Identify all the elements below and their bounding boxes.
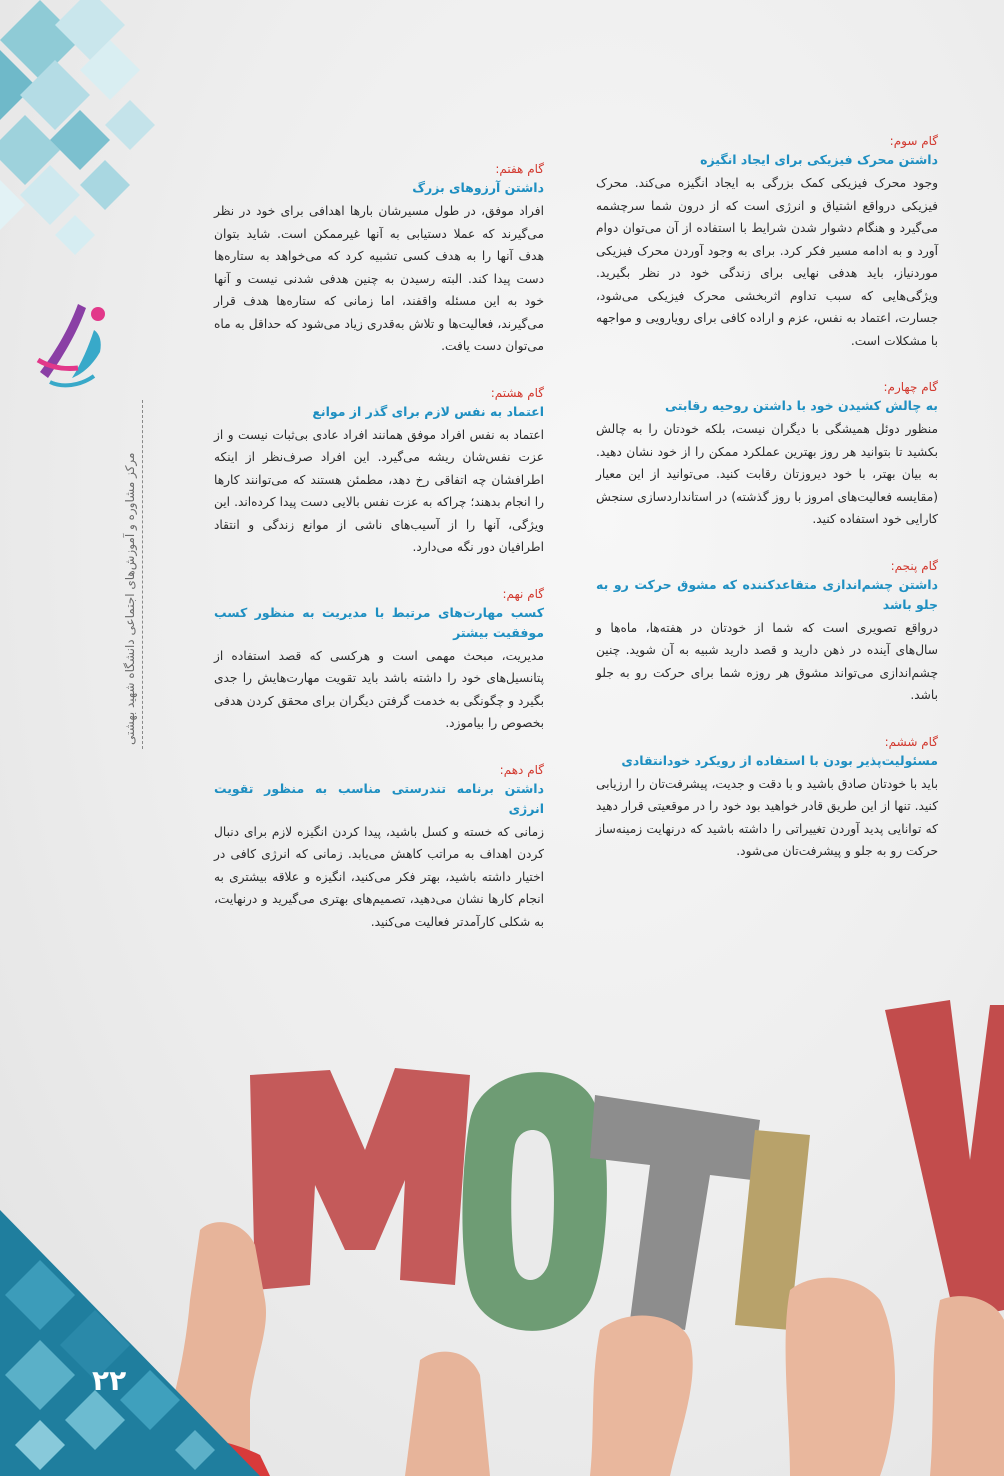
letter-o (462, 1072, 607, 1331)
step-body: باید با خودتان صادق باشید و با دقت و جدیت، پیشرفت‌تان را ارزیابی کنید. تنها از این طریق قادر خواهید بود خود را در موقعیتی قرار دهید که توانایی پدید آوردن تغییراتی را داشته باشید که درنهایت زمینه‌ساز حرکت رو به جلو و پیشرفت‌تان می‌شود. (596, 776, 938, 858)
step-title: اعتماد به نفس لازم برای گذر از موانع (312, 403, 544, 419)
publisher-caption: مرکز مشاوره و آموزش‌های اجتماعی دانشگاه شهید بهشتی (118, 400, 143, 749)
step-title: داشتن برنامه تندرستی مناسب به منظور تقویت انرژی (214, 780, 544, 816)
step-title: داشتن چشم‌اندازی متقاعدکننده که مشوق حرکت رو به جلو باشد (596, 576, 938, 612)
diamond-pattern-top (0, 0, 160, 300)
step-body: زمانی که خسته و کسل باشید، پیدا کردن انگیزه لازم برای دنبال کردن اهداف به مراتب کاهش می‌یابد. زمانی که انرژی کافی در اختیار داشته باشید، بهتر فکر می‌کنید، انگیزه و علاقه بیشتری به انجام کارها نشان می‌دهید، تصمیم‌های بهتری می‌گیرید و درنهایت، به شکلی کارآمدتر فعالیت می‌کنید. (214, 824, 544, 929)
step-section (596, 557, 938, 707)
step-body: افراد موفق، در طول مسیرشان بارها اهدافی برای خود در نظر می‌گیرند که عملا دستیابی به آنها غیرممکن است. شاید بتوان هدف آنها را به هدف کسی تشبیه کرد که می‌خواهد به ستاره‌ها دست پیدا کند. البته رسیدن به چنین هدفی شدنی نیست و آنها خود به این مسئله واقفند، اما زمانی که ستاره‌ها هدف قرار می‌گیرند، فعالیت‌ها و تلاش به‌قدری زیاد می‌شود که حداقل به ماه می‌توان دست یافت. (214, 204, 544, 353)
step-section (596, 733, 938, 863)
diamond-pattern-bottom (0, 1190, 260, 1476)
step-label: گام نهم: (502, 586, 544, 601)
letter-t (590, 1095, 760, 1330)
step-section (596, 378, 938, 531)
step-section (214, 761, 544, 934)
step-title: مسئولیت‌پذیر بودن با استفاده از رویکرد خودانتقادی (621, 752, 938, 768)
letter-v (885, 1000, 1004, 1320)
step-body: منظور دوئل همیشگی با دیگران نیست، بلکه خودتان را به چالش بکشید تا بتوانید هر روز بهترین عملکرد ممکن را از خود نشان دهید. به بیان بهتر، با خود دیروزتان رقابت کنید. می‌توانید از این معیار (مقایسه فعالیت‌های امروز با روز گذشته) در استانداردسازی سنجش کارایی خود استفاده کنید. (596, 422, 938, 526)
step-title: داشتن محرک فیزیکی برای ایجاد انگیزه (700, 152, 938, 167)
step-title: به چالش کشیدن خود با داشتن روحیه رقابتی (665, 398, 938, 413)
magazine-logo (28, 300, 110, 392)
step-section (214, 160, 544, 358)
step-body: درواقع تصویری است که شما از خودتان در هفته‌ها، ماه‌ها و سال‌های آینده در ذهن دارید و قصد دارید شبیه به آن شوید. چنین چشم‌اندازی می‌تواند مشوق هر روزه شما برای حرکت رو به جلو باشد. (596, 620, 938, 702)
step-body: وجود محرک فیزیکی کمک بزرگی به ایجاد انگیزه می‌کند. محرک فیزیکی درواقع اشتیاق و انرژی است که از درون شما سرچشمه می‌گیرد و هنگام دشوار شدن شرایط با استفاده از آن می‌توان دوام آورد و به ادامه مسیر فکر کرد. برای به وجود آوردن محرک فیزیکی موردنیاز، باید هدفی نهایی برای زندگی خود در نظر بگیرید. ویژگی‌هایی که سبب تداوم اثربخشی محرک فیزیکی می‌شود، جسارت، اعتماد به نفس، عزم و اراده کافی برای رویارویی و مواجهه با مشکلات است. (596, 176, 938, 348)
step-body: مدیریت، مبحث مهمی است و هرکسی که قصد استفاده از پتانسیل‌های خود را داشته باشد باید تقویت مهارت‌هایش را جدی بگیرد و چگونگی به خدمت گرفتن دیگران برای محقق کردن هدفی بخصوص را بیاموزد. (214, 648, 544, 730)
step-section (596, 132, 938, 352)
page-number: ۲۲ (92, 1364, 127, 1397)
right-column (596, 132, 938, 889)
step-section (214, 585, 544, 735)
step-label: گام پنجم: (890, 558, 938, 573)
step-section (214, 384, 544, 559)
step-title: داشتن آرزوهای بزرگ (412, 180, 544, 195)
step-title: کسب مهارت‌های مرتبط با مدیریت به منظور کسب موفقیت بیشتر (214, 604, 544, 640)
step-body: اعتماد به نفس افراد موفق همانند افراد عادی بی‌ثبات نیست و از عزت نفس‌شان ریشه می‌گیرد. این افراد صرف‌نظر از اینکه اطرافشان چه اتفاقی رخ دهد، مطمئن هستند که می‌توانند کارها را انجام بدهند؛ چراکه به عزت نفس بالایی دست پیدا کرده‌اند. این ویژگی، آنها را از آسیب‌های ناشی از موانع زندگی و انتقاد اطرافیان دور نگه می‌دارد. (214, 427, 544, 554)
step-label: گام دهم: (499, 762, 544, 777)
letter-m (250, 1068, 470, 1290)
left-column (214, 160, 544, 959)
step-label: گام هشتم: (490, 385, 544, 400)
step-label: گام سوم: (889, 134, 938, 148)
step-label: گام هفتم: (495, 162, 544, 176)
step-label: گام چهارم: (883, 380, 938, 394)
step-label: گام ششم: (884, 734, 938, 749)
